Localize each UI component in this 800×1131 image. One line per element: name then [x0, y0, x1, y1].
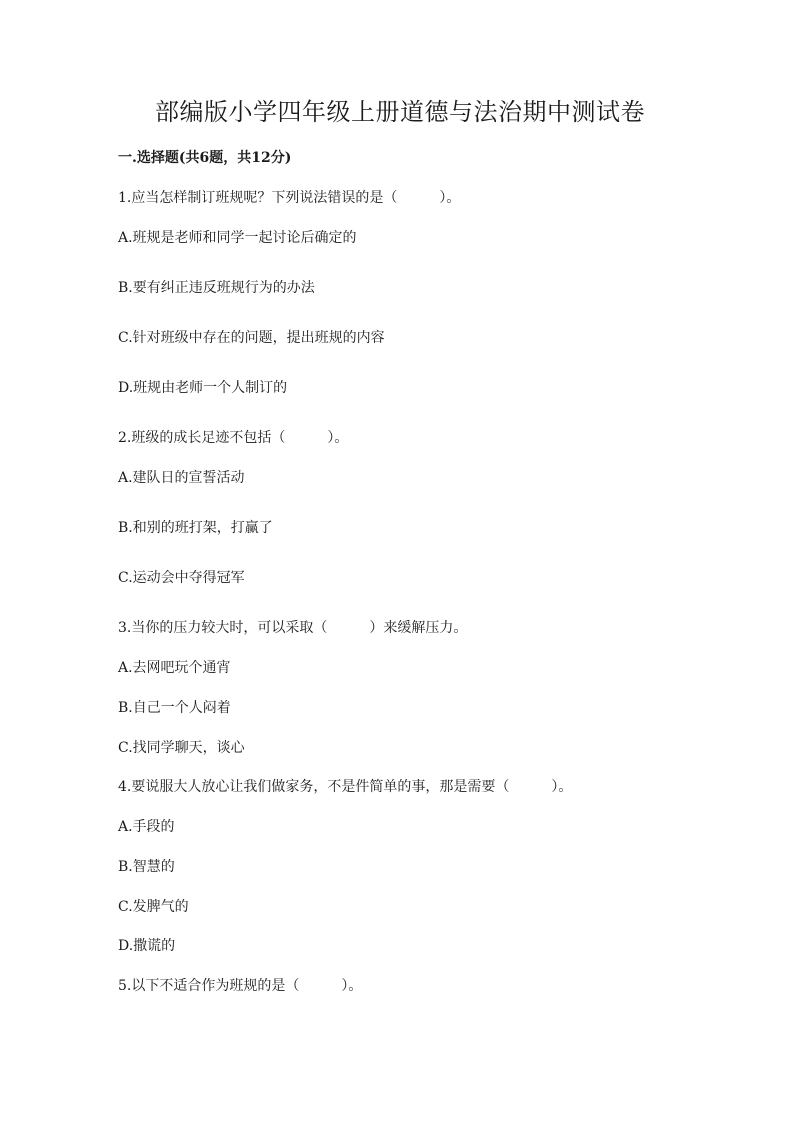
question-1-option-c: C.针对班级中存在的问题，提出班规的内容	[118, 330, 385, 346]
question-4-option-b: B.智慧的	[118, 859, 175, 875]
question-4-option-c: C.发脾气的	[118, 899, 189, 915]
question-5-stem: 5.以下不适合作为班规的是（ ）。	[118, 978, 363, 994]
question-3-option-a: A.去网吧玩个通宵	[118, 660, 231, 676]
question-2-option-a: A.建队日的宣誓活动	[118, 470, 245, 486]
page-title: 部编版小学四年级上册道德与法治期中测试卷	[155, 98, 645, 126]
question-3-option-b: B.自己一个人闷着	[118, 700, 231, 716]
question-4-option-d: D.撒谎的	[118, 938, 176, 954]
section-heading: 一.选择题(共6题，共12分)	[118, 150, 292, 166]
question-3-option-c: C.找同学聊天，谈心	[118, 740, 245, 756]
question-4-option-a: A.手段的	[118, 819, 175, 835]
question-1-option-d: D.班规由老师一个人制订的	[118, 380, 288, 396]
question-1-option-a: A.班规是老师和同学一起讨论后确定的	[118, 230, 357, 246]
question-2-option-c: C.运动会中夺得冠军	[118, 570, 245, 586]
question-2-stem: 2.班级的成长足迹不包括（ ）。	[118, 430, 349, 446]
question-2-option-b: B.和别的班打架，打赢了	[118, 520, 273, 536]
question-1-option-b: B.要有纠正违反班规行为的办法	[118, 280, 315, 296]
question-4-stem: 4.要说服大人放心让我们做家务，不是件简单的事，那是需要（ ）。	[118, 779, 573, 795]
question-1-stem: 1.应当怎样制订班规呢？下列说法错误的是（ ）。	[118, 190, 461, 206]
question-3-stem: 3.当你的压力较大时，可以采取（ ）来缓解压力。	[118, 620, 468, 636]
